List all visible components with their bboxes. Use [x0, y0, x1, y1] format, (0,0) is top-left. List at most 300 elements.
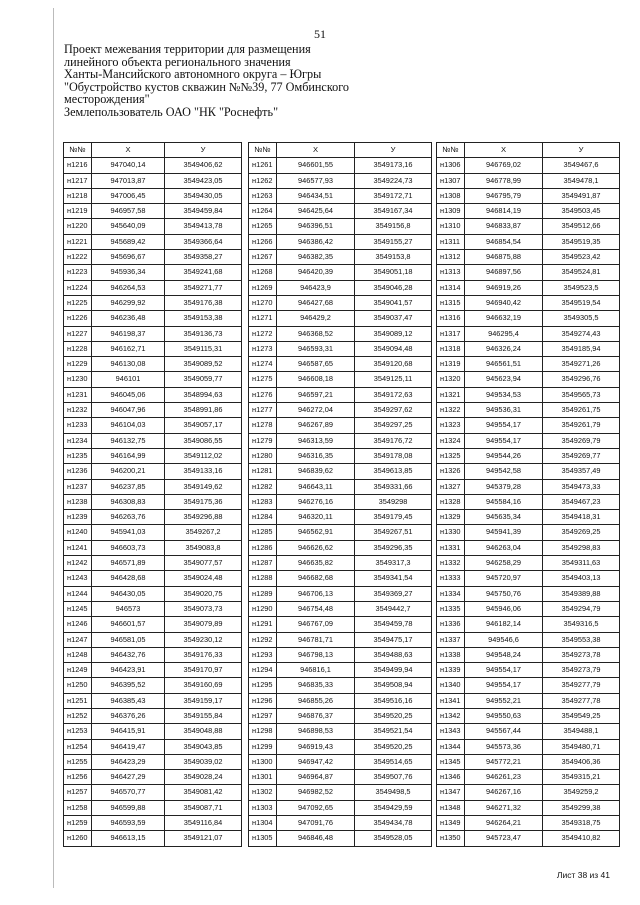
column-header-y: У: [543, 143, 620, 158]
x-coordinate-cell: 946299,92: [92, 295, 165, 310]
table-row: [437, 418, 620, 433]
x-coordinate-cell: 945689,42: [92, 234, 165, 249]
x-coordinate-cell: 946875,88: [465, 250, 543, 265]
table-row: [249, 601, 432, 616]
table-row: [249, 250, 432, 265]
y-coordinate-cell: 3549475,17: [355, 632, 432, 647]
x-coordinate-cell: 946795,79: [465, 188, 543, 203]
x-coordinate-cell: 946376,26: [92, 708, 165, 723]
point-number-cell: н1310: [437, 219, 465, 234]
point-number-cell: н1337: [437, 632, 465, 647]
table-row: [249, 387, 432, 402]
table-row: [437, 770, 620, 785]
table-row: [437, 433, 620, 448]
point-number-cell: н1243: [64, 571, 92, 586]
x-coordinate-cell: 949552,21: [465, 693, 543, 708]
point-number-cell: н1315: [437, 295, 465, 310]
point-number-cell: н1224: [64, 280, 92, 295]
x-coordinate-cell: 945720,97: [465, 571, 543, 586]
x-coordinate-cell: 949554,17: [465, 433, 543, 448]
y-coordinate-cell: 3549498,5: [355, 785, 432, 800]
point-number-cell: н1221: [64, 234, 92, 249]
point-number-cell: н1250: [64, 678, 92, 693]
y-coordinate-cell: 3549613,85: [355, 464, 432, 479]
x-coordinate-cell: 946047,96: [92, 403, 165, 418]
y-coordinate-cell: 3549442,7: [355, 601, 432, 616]
x-coordinate-cell: 946577,93: [277, 173, 355, 188]
point-number-cell: н1316: [437, 311, 465, 326]
point-number-cell: н1219: [64, 204, 92, 219]
x-coordinate-cell: 946947,42: [277, 754, 355, 769]
x-coordinate-cell: 945696,67: [92, 250, 165, 265]
y-coordinate-cell: 3549077,57: [165, 556, 242, 571]
y-coordinate-cell: 3549271,77: [165, 280, 242, 295]
x-coordinate-cell: 946432,76: [92, 647, 165, 662]
y-coordinate-cell: 3549512,66: [543, 219, 620, 234]
table-row: [437, 173, 620, 188]
table-row: [64, 770, 242, 785]
table-row: [249, 586, 432, 601]
y-coordinate-cell: 3549520,25: [355, 708, 432, 723]
x-coordinate-cell: 949554,17: [465, 663, 543, 678]
point-number-cell: н1336: [437, 617, 465, 632]
x-coordinate-cell: 946781,71: [277, 632, 355, 647]
table-row: [64, 295, 242, 310]
point-number-cell: н1278: [249, 418, 277, 433]
y-coordinate-cell: 3549039,02: [165, 754, 242, 769]
table-row: [249, 188, 432, 203]
y-coordinate-cell: 3549519,54: [543, 295, 620, 310]
y-coordinate-cell: 3549089,12: [355, 326, 432, 341]
table-row: [249, 693, 432, 708]
y-coordinate-cell: 3549297,62: [355, 403, 432, 418]
x-coordinate-cell: 946200,21: [92, 464, 165, 479]
y-coordinate-cell: 3548991,86: [165, 403, 242, 418]
y-coordinate-cell: 3549267,51: [355, 525, 432, 540]
point-number-cell: н1237: [64, 479, 92, 494]
x-coordinate-cell: 946430,05: [92, 586, 165, 601]
y-coordinate-cell: 3549277,78: [543, 693, 620, 708]
y-coordinate-cell: 3549057,17: [165, 418, 242, 433]
point-number-cell: н1258: [64, 800, 92, 815]
x-coordinate-cell: 946561,51: [465, 357, 543, 372]
column-header-number: №№: [437, 143, 465, 158]
y-coordinate-cell: 3549305,5: [543, 311, 620, 326]
x-coordinate-cell: 946814,19: [465, 204, 543, 219]
point-number-cell: н1290: [249, 601, 277, 616]
y-coordinate-cell: 3549273,78: [543, 647, 620, 662]
point-number-cell: н1228: [64, 341, 92, 356]
point-number-cell: н1259: [64, 816, 92, 831]
table-row: [64, 494, 242, 509]
coordinates-table-1: [63, 142, 242, 847]
table-row: [437, 800, 620, 815]
x-coordinate-cell: 946427,68: [277, 295, 355, 310]
x-coordinate-cell: 946898,53: [277, 724, 355, 739]
y-coordinate-cell: 3549133,16: [165, 464, 242, 479]
table-row: [249, 800, 432, 815]
y-coordinate-cell: 3549086,55: [165, 433, 242, 448]
point-number-cell: н1295: [249, 678, 277, 693]
x-coordinate-cell: 946132,75: [92, 433, 165, 448]
table-row: [437, 448, 620, 463]
y-coordinate-cell: 3549059,77: [165, 372, 242, 387]
table-row: [64, 739, 242, 754]
table-row: [64, 265, 242, 280]
x-coordinate-cell: 946854,54: [465, 234, 543, 249]
table-row: [64, 341, 242, 356]
y-coordinate-cell: 3549269,25: [543, 525, 620, 540]
point-number-cell: н1235: [64, 448, 92, 463]
point-number-cell: н1343: [437, 724, 465, 739]
point-number-cell: н1218: [64, 188, 92, 203]
x-coordinate-cell: 946104,03: [92, 418, 165, 433]
point-number-cell: н1277: [249, 403, 277, 418]
table-row: [64, 418, 242, 433]
x-coordinate-cell: 946425,64: [277, 204, 355, 219]
point-number-cell: н1287: [249, 556, 277, 571]
table-row: [437, 158, 620, 173]
table-row: [249, 158, 432, 173]
y-coordinate-cell: 3549159,17: [165, 693, 242, 708]
x-coordinate-cell: 946835,33: [277, 678, 355, 693]
x-coordinate-cell: 946428,68: [92, 571, 165, 586]
column-header-x: X: [277, 143, 355, 158]
y-coordinate-cell: 3549480,71: [543, 739, 620, 754]
column-header-x: X: [465, 143, 543, 158]
header-line: месторождения": [64, 92, 150, 107]
x-coordinate-cell: 946706,13: [277, 586, 355, 601]
table-row: [64, 173, 242, 188]
y-coordinate-cell: 3549523,42: [543, 250, 620, 265]
x-coordinate-cell: 949544,26: [465, 448, 543, 463]
table-row: [249, 647, 432, 662]
y-coordinate-cell: 3549081,42: [165, 785, 242, 800]
point-number-cell: н1280: [249, 448, 277, 463]
table-row: [249, 785, 432, 800]
table-row: [64, 372, 242, 387]
x-coordinate-cell: 946434,51: [277, 188, 355, 203]
y-coordinate-cell: 3549178,08: [355, 448, 432, 463]
y-coordinate-cell: 3549294,79: [543, 601, 620, 616]
table-row: [437, 403, 620, 418]
table-row: [64, 724, 242, 739]
point-number-cell: н1297: [249, 708, 277, 723]
x-coordinate-cell: 949546,6: [465, 632, 543, 647]
point-number-cell: н1320: [437, 372, 465, 387]
point-number-cell: н1321: [437, 387, 465, 402]
y-coordinate-cell: 3549467,23: [543, 494, 620, 509]
table-row: [64, 326, 242, 341]
table-row: [64, 601, 242, 616]
table-row: [437, 571, 620, 586]
table-row: [437, 341, 620, 356]
x-coordinate-cell: 947091,76: [277, 816, 355, 831]
point-number-cell: н1222: [64, 250, 92, 265]
point-number-cell: н1269: [249, 280, 277, 295]
x-coordinate-cell: 946423,91: [92, 663, 165, 678]
table-row: [249, 280, 432, 295]
y-coordinate-cell: 3549153,8: [355, 250, 432, 265]
point-number-cell: н1262: [249, 173, 277, 188]
x-coordinate-cell: 945573,36: [465, 739, 543, 754]
point-number-cell: н1329: [437, 510, 465, 525]
header-line: линейного объекта регионального значения: [64, 54, 291, 69]
table-row: [64, 647, 242, 662]
table-row: [249, 494, 432, 509]
point-number-cell: н1294: [249, 663, 277, 678]
point-number-cell: н1292: [249, 632, 277, 647]
x-coordinate-cell: 946833,87: [465, 219, 543, 234]
table-row: [64, 357, 242, 372]
table-row: [437, 265, 620, 280]
x-coordinate-cell: 945936,34: [92, 265, 165, 280]
table-row: [64, 678, 242, 693]
table-row: [64, 234, 242, 249]
x-coordinate-cell: 946386,42: [277, 234, 355, 249]
y-coordinate-cell: 3549149,62: [165, 479, 242, 494]
point-number-cell: н1302: [249, 785, 277, 800]
y-coordinate-cell: 3549488,1: [543, 724, 620, 739]
x-coordinate-cell: 946368,52: [277, 326, 355, 341]
table-row: [437, 586, 620, 601]
y-coordinate-cell: 3549514,65: [355, 754, 432, 769]
point-number-cell: н1303: [249, 800, 277, 815]
y-coordinate-cell: 3549298: [355, 494, 432, 509]
table-row: [64, 785, 242, 800]
y-coordinate-cell: 3549224,73: [355, 173, 432, 188]
y-coordinate-cell: 3549136,73: [165, 326, 242, 341]
y-coordinate-cell: 3549406,36: [543, 754, 620, 769]
x-coordinate-cell: 946599,88: [92, 800, 165, 815]
x-coordinate-cell: 946261,23: [465, 770, 543, 785]
header-line: "Обустройство кустов скважин №№39, 77 Омбинского: [64, 79, 350, 94]
x-coordinate-cell: 946101: [92, 372, 165, 387]
point-number-cell: н1246: [64, 617, 92, 632]
point-number-cell: н1326: [437, 464, 465, 479]
table-row: [64, 510, 242, 525]
table-row: [64, 754, 242, 769]
point-number-cell: н1286: [249, 540, 277, 555]
point-number-cell: н1234: [64, 433, 92, 448]
table-row: [437, 311, 620, 326]
x-coordinate-cell: 946767,09: [277, 617, 355, 632]
x-coordinate-cell: 946798,13: [277, 647, 355, 662]
point-number-cell: н1240: [64, 525, 92, 540]
point-number-cell: н1265: [249, 219, 277, 234]
point-number-cell: н1279: [249, 433, 277, 448]
y-coordinate-cell: 3549528,05: [355, 831, 432, 846]
x-coordinate-cell: 946423,9: [277, 280, 355, 295]
point-number-cell: н1350: [437, 831, 465, 846]
y-coordinate-cell: 3549403,13: [543, 571, 620, 586]
x-coordinate-cell: 945379,28: [465, 479, 543, 494]
table-row: [437, 540, 620, 555]
x-coordinate-cell: 946326,24: [465, 341, 543, 356]
y-coordinate-cell: 3549297,25: [355, 418, 432, 433]
point-number-cell: н1239: [64, 510, 92, 525]
x-coordinate-cell: 947013,87: [92, 173, 165, 188]
x-coordinate-cell: 946429,2: [277, 311, 355, 326]
point-number-cell: н1300: [249, 754, 277, 769]
table-row: [437, 188, 620, 203]
x-coordinate-cell: 946264,21: [465, 816, 543, 831]
column-header-number: №№: [249, 143, 277, 158]
x-coordinate-cell: 946382,35: [277, 250, 355, 265]
point-number-cell: н1322: [437, 403, 465, 418]
y-coordinate-cell: 3549565,73: [543, 387, 620, 402]
point-number-cell: н1217: [64, 173, 92, 188]
y-coordinate-cell: 3549175,36: [165, 494, 242, 509]
y-coordinate-cell: 3549267,2: [165, 525, 242, 540]
x-coordinate-cell: 949550,63: [465, 708, 543, 723]
point-number-cell: н1311: [437, 234, 465, 249]
y-coordinate-cell: 3549459,84: [165, 204, 242, 219]
point-number-cell: н1345: [437, 754, 465, 769]
table-row: [64, 663, 242, 678]
point-number-cell: н1244: [64, 586, 92, 601]
x-coordinate-cell: 946570,77: [92, 785, 165, 800]
table-row: [64, 204, 242, 219]
x-coordinate-cell: 946816,1: [277, 663, 355, 678]
table-row: [249, 219, 432, 234]
point-number-cell: н1231: [64, 387, 92, 402]
y-coordinate-cell: 3549155,27: [355, 234, 432, 249]
point-number-cell: н1273: [249, 341, 277, 356]
x-coordinate-cell: 945941,39: [465, 525, 543, 540]
point-number-cell: н1281: [249, 464, 277, 479]
y-coordinate-cell: 3549176,72: [355, 433, 432, 448]
y-coordinate-cell: 3549073,73: [165, 601, 242, 616]
x-coordinate-cell: 946876,37: [277, 708, 355, 723]
header-line: Землепользователь ОАО "НК "Роснефть": [64, 104, 279, 119]
point-number-cell: н1293: [249, 647, 277, 662]
y-coordinate-cell: 3549176,33: [165, 647, 242, 662]
point-number-cell: н1272: [249, 326, 277, 341]
y-coordinate-cell: 3549296,35: [355, 540, 432, 555]
x-coordinate-cell: 946271,32: [465, 800, 543, 815]
table-row: [249, 357, 432, 372]
point-number-cell: н1333: [437, 571, 465, 586]
table-row: [437, 525, 620, 540]
y-coordinate-cell: 3549079,89: [165, 617, 242, 632]
table-row: [249, 571, 432, 586]
y-coordinate-cell: 3549172,71: [355, 188, 432, 203]
point-number-cell: н1263: [249, 188, 277, 203]
point-number-cell: н1291: [249, 617, 277, 632]
coordinates-table-2: [248, 142, 432, 847]
table-row: [249, 510, 432, 525]
point-number-cell: н1282: [249, 479, 277, 494]
table-row: [64, 586, 242, 601]
point-number-cell: н1305: [249, 831, 277, 846]
x-coordinate-cell: 946562,91: [277, 525, 355, 540]
x-coordinate-cell: 946957,58: [92, 204, 165, 219]
y-coordinate-cell: 3549172,63: [355, 387, 432, 402]
y-coordinate-cell: 3549259,2: [543, 785, 620, 800]
x-coordinate-cell: 946419,47: [92, 739, 165, 754]
table-row: [249, 265, 432, 280]
point-number-cell: н1340: [437, 678, 465, 693]
table-row: [437, 632, 620, 647]
point-number-cell: н1229: [64, 357, 92, 372]
x-coordinate-cell: 946427,29: [92, 770, 165, 785]
table-row: [437, 724, 620, 739]
y-coordinate-cell: 3549516,16: [355, 693, 432, 708]
table-row: [64, 479, 242, 494]
y-coordinate-cell: 3549160,69: [165, 678, 242, 693]
x-coordinate-cell: 949548,24: [465, 647, 543, 662]
y-coordinate-cell: 3549037,47: [355, 311, 432, 326]
x-coordinate-cell: 945584,16: [465, 494, 543, 509]
x-coordinate-cell: 947006,45: [92, 188, 165, 203]
y-coordinate-cell: 3549087,71: [165, 800, 242, 815]
y-coordinate-cell: 3549523,5: [543, 280, 620, 295]
point-number-cell: н1264: [249, 204, 277, 219]
x-coordinate-cell: 946395,52: [92, 678, 165, 693]
document-header: [64, 43, 349, 119]
column-header-y: У: [355, 143, 432, 158]
table-row: [437, 510, 620, 525]
point-number-cell: н1268: [249, 265, 277, 280]
x-coordinate-cell: 945772,21: [465, 754, 543, 769]
point-number-cell: н1328: [437, 494, 465, 509]
x-coordinate-cell: 946308,83: [92, 494, 165, 509]
point-number-cell: н1253: [64, 724, 92, 739]
x-coordinate-cell: 946396,51: [277, 219, 355, 234]
x-coordinate-cell: 949554,17: [465, 678, 543, 693]
table-row: [64, 525, 242, 540]
y-coordinate-cell: 3549274,43: [543, 326, 620, 341]
point-number-cell: н1249: [64, 663, 92, 678]
column-header-y: У: [165, 143, 242, 158]
table-row: [437, 831, 620, 846]
table-row: [249, 403, 432, 418]
table-row: [64, 556, 242, 571]
table-row: [249, 448, 432, 463]
x-coordinate-cell: 946608,18: [277, 372, 355, 387]
x-coordinate-cell: 946258,29: [465, 556, 543, 571]
point-number-cell: н1304: [249, 816, 277, 831]
x-coordinate-cell: 946276,16: [277, 494, 355, 509]
point-number-cell: н1261: [249, 158, 277, 173]
point-number-cell: н1298: [249, 724, 277, 739]
point-number-cell: н1276: [249, 387, 277, 402]
y-coordinate-cell: 3549508,94: [355, 678, 432, 693]
table-row: [249, 525, 432, 540]
x-coordinate-cell: 947092,65: [277, 800, 355, 815]
table-row: [249, 372, 432, 387]
x-coordinate-cell: 946940,42: [465, 295, 543, 310]
point-number-cell: н1248: [64, 647, 92, 662]
x-coordinate-cell: 946769,02: [465, 158, 543, 173]
y-coordinate-cell: 3549170,97: [165, 663, 242, 678]
x-coordinate-cell: 946839,62: [277, 464, 355, 479]
y-coordinate-cell: 3549024,48: [165, 571, 242, 586]
x-coordinate-cell: 946754,48: [277, 601, 355, 616]
point-number-cell: н1330: [437, 525, 465, 540]
table-row: [249, 831, 432, 846]
point-number-cell: н1299: [249, 739, 277, 754]
x-coordinate-cell: 946964,87: [277, 770, 355, 785]
y-coordinate-cell: 3549121,07: [165, 831, 242, 846]
y-coordinate-cell: 3549366,64: [165, 234, 242, 249]
y-coordinate-cell: 3549341,54: [355, 571, 432, 586]
point-number-cell: н1220: [64, 219, 92, 234]
point-number-cell: н1346: [437, 770, 465, 785]
table-row: [437, 219, 620, 234]
y-coordinate-cell: 3549116,84: [165, 816, 242, 831]
